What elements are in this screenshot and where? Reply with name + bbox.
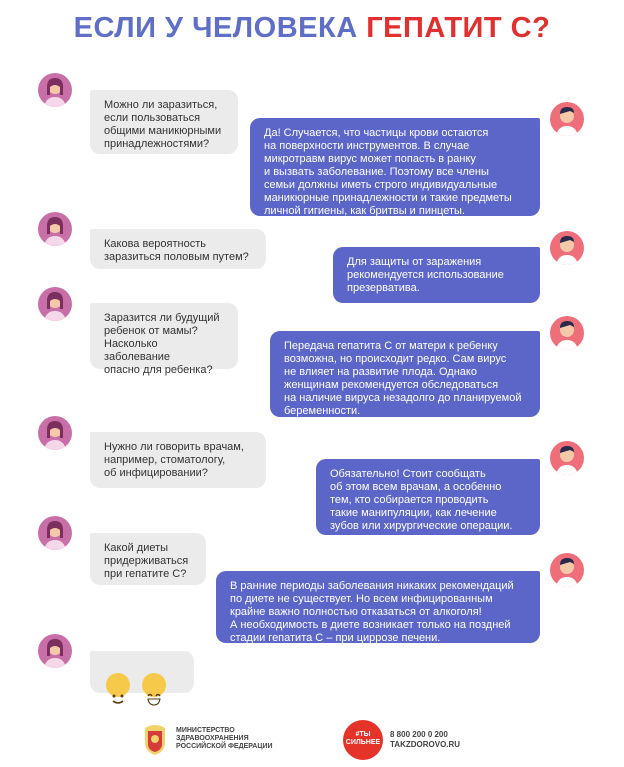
ministry-label: МИНИСТЕРСТВО ЗДРАВООХРАНЕНИЯ РОССИЙСКОЙ ФЕДЕРАЦИИ <box>176 727 273 750</box>
woman-avatar-icon <box>38 634 72 668</box>
woman-avatar-icon <box>38 416 72 450</box>
title-part1: ЕСЛИ У ЧЕЛОВЕКА <box>73 12 358 44</box>
emoji-bubble <box>90 651 194 693</box>
phone-number: 8 800 200 0 200 <box>390 730 448 739</box>
question-bubble: Заразится ли будущий ребенок от мамы? Насколько заболевание опасно для ребенка? <box>90 303 238 369</box>
woman-avatar-icon <box>38 73 72 107</box>
badge-label: #ТЫ СИЛЬНЕЕ <box>345 731 381 746</box>
question-bubble: Какова вероятность заразиться половым путем? <box>90 229 266 269</box>
woman-avatar-icon <box>38 516 72 550</box>
answer-bubble: В ранние периоды заболевания никаких рекомендаций по диете не существует. Но всем инфицированным крайне важно полностью отказаться от алкоголя! А необходимость в диете возникает только на поздней стадии гепатита С – при циррозе печени. <box>216 571 540 643</box>
woman-avatar-icon <box>38 212 72 246</box>
man-avatar-icon <box>550 441 584 475</box>
ministry-emblem-icon <box>140 722 170 756</box>
question-bubble: Можно ли заразиться, если пользоваться общими маникюрными принадлежностями? <box>90 90 238 154</box>
man-avatar-icon <box>550 553 584 587</box>
man-avatar-icon <box>550 231 584 265</box>
answer-bubble: Передача гепатита С от матери к ребенку возможна, но происходит редко. Сам вирус не влияет на развитие плода. Однако женщинам рекомендуется обследоваться на наличие вируса незадолго до планируемой беременности. <box>270 331 540 417</box>
question-bubble: Какой диеты придерживаться при гепатите С? <box>90 533 206 585</box>
site-link[interactable]: TAKZDOROVO.RU <box>390 740 461 749</box>
woman-avatar-icon <box>38 287 72 321</box>
title-part2: ГЕПАТИТ С? <box>366 12 551 44</box>
answer-bubble: Да! Случается, что частицы крови остаются на поверхности инструментов. В случае микротравм вирус может попасть в ранку и вызвать заболевание. Поэтому все члены семьи должны иметь строго индивидуальные маникюрные принадлежности и такие предметы личной гигиены, как бритвы и пинцеты. <box>250 118 540 216</box>
man-avatar-icon <box>550 316 584 350</box>
grin-emoji-icon <box>142 673 166 697</box>
question-bubble: Нужно ли говорить врачам, например, стоматологу, об инфицировании? <box>90 432 266 488</box>
answer-bubble: Для защиты от заражения рекомендуется использование презерватива. <box>333 247 540 303</box>
page-title <box>0 12 624 45</box>
smile-emoji-icon <box>106 673 130 697</box>
answer-bubble: Обязательно! Стоит сообщать об этом всем врачам, а особенно тем, кто собирается проводить такие манипуляции, как лечение зубов или хирургические операции. <box>316 459 540 535</box>
man-avatar-icon <box>550 102 584 136</box>
